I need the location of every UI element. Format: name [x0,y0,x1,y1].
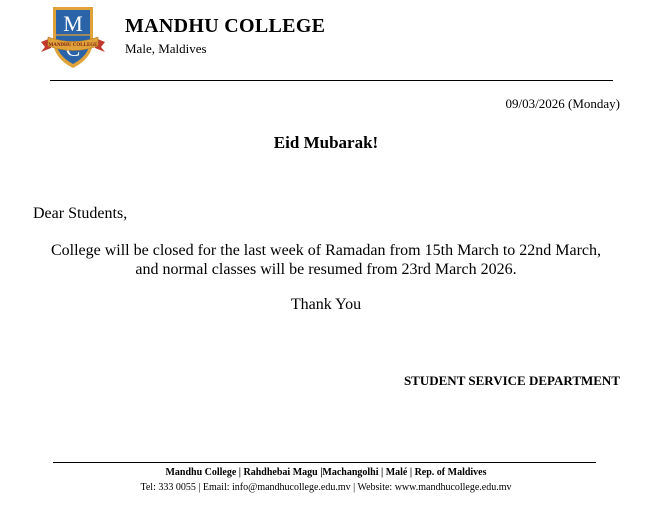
notice-date: 09/03/2026 (Monday) [505,96,620,111]
footer-address: Mandhu College | Rahdhebai Magu |Machangolhi | Malé | Rep. of Maldives [165,467,487,478]
college-crest-graphic [39,4,107,72]
college-name: MANDHU COLLEGE [125,15,326,37]
college-location: Male, Maldives [125,41,207,56]
footer-divider [53,462,596,463]
footer-contact: Tel: 333 0055 | Email: info@mandhucollege.edu.mv | Website: www.mandhucollege.edu.mv [140,482,512,493]
header-divider [50,80,613,81]
college-crest-icon [39,4,107,72]
notice-signature: STUDENT SERVICE DEPARTMENT [403,373,620,388]
notice-body-line-2: and normal classes will be resumed from 23rd March 2026. [135,261,517,278]
notice-title: Eid Mubarak! [273,133,379,152]
logo-ribbon-text: MANDHU COLLEGE [48,43,98,48]
notice-salutation: Dear Students, [33,205,128,222]
notice-body-line-1: College will be closed for the last week of Ramadan from 15th March to 22nd March, [50,242,602,259]
notice-body [0,241,652,279]
logo-monogram-top: M [63,11,83,36]
notice-closing: Thank You [290,296,362,313]
